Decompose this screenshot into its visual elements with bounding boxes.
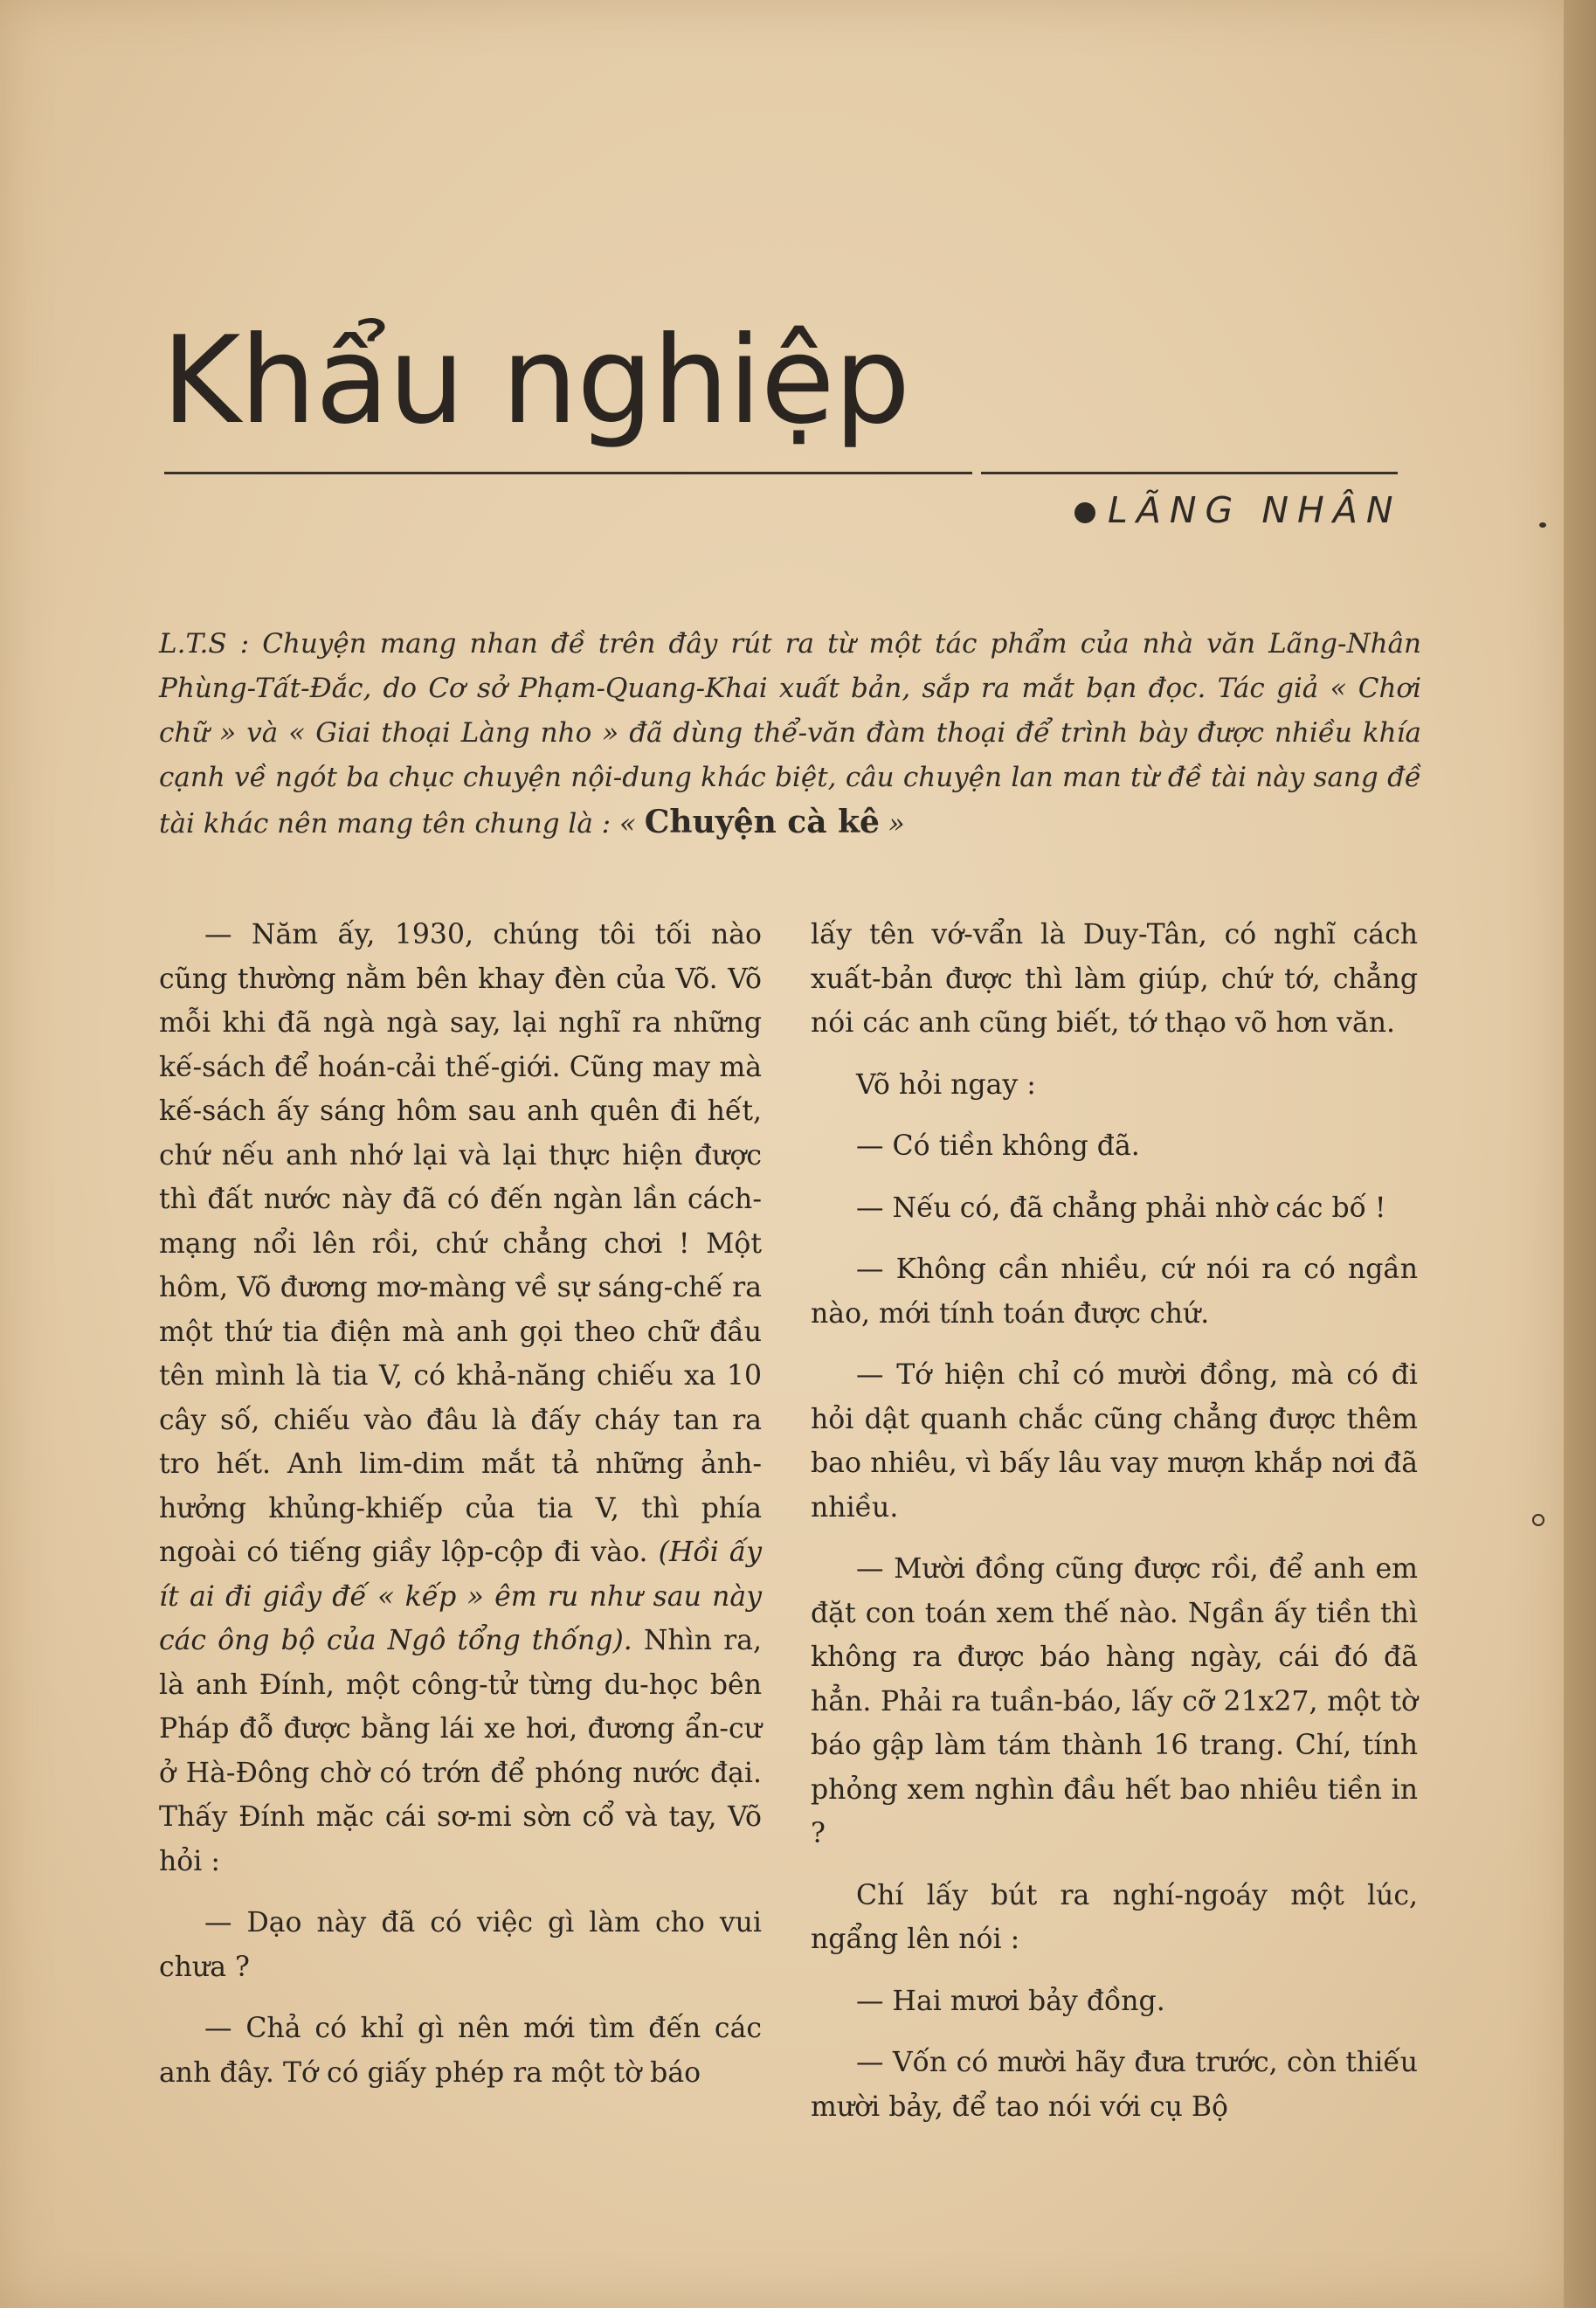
page-edge [1564,0,1596,2308]
article-title: Khẩu nghiệp [162,310,910,451]
paragraph: lấy tên vớ-vẩn là Duy-Tân, có nghĩ cách xuất-bản được thì làm giúp, chứ tớ, chẳng nói các anh cũng biết, tớ thạo võ hơn văn. [811,919,1418,1039]
paragraph: — Tớ hiện chỉ có mười đồng, mà có đi hỏi dật quanh chắc cũng chẳng được thêm bao nhiêu, vì bấy lâu vay mượn khắp nơi đã nhiều. [811,1359,1418,1524]
editor-note [159,622,1421,846]
paragraph: — Mười đồng cũng được rồi, để anh em đặt con toán xem thế nào. Ngần ấy tiền thì không ra được báo hàng ngày, cái đó đã hẳn. Phải ra tuần-báo, lấy cỡ 21x27, một tờ báo gập làm tám thành 16 trang. Chí, tính phỏng xem nghìn đầu hết bao nhiêu tiền in ? [811,1553,1418,1849]
title-rule-left [164,472,972,474]
paragraph: — Hai mươi bảy đồng. [856,1985,1165,2017]
paper-speck [1532,1514,1544,1526]
editor-note-close: » [888,808,905,840]
paragraph: — Nếu có, đã chẳng phải nhờ các bố ! [856,1192,1386,1224]
title-rule-right [981,472,1398,474]
right-column [811,913,1418,2129]
author-byline [1074,489,1406,531]
editor-note-text: L.T.S : Chuyện mang nhan đề trên đây rút ra từ một tác phẩm của nhà văn Lãng-Nhân Phùng-Tất-Đắc, do Cơ sở Phạm-Quang-Khai xuất bản, sắp ra mắt bạn đọc. Tác giả « Chơi chữ » và « Giai thoại Làng nho » đã dùng thể-văn đàm thoại để trình bày được nhiều khía cạnh về ngót ba chục chuyện nội-dung khác biệt, câu chuyện lan man từ đề tài này sang đề tài khác nên mang tên chung là : « [159,628,1421,840]
paragraph: — Không cần nhiều, cứ nói ra có ngần nào, mới tính toán được chứ. [811,1254,1418,1330]
paragraph-aside: (Hồi ấy ít ai đi giầy đế « kếp » êm ru như sau này các ông bộ của Ngô tổng thống). [159,1537,763,1656]
paper-speck [1539,522,1546,528]
paragraph-text: Nhìn ra, là anh Đính, một công-tử từng du-học bên Pháp đỗ được bằng lái xe hơi, đương ẩn-cư ở Hà-Đông chờ có trớn để phóng nước đại. Thấy Đính mặc cái sơ-mi sờn cổ và tay, Võ hỏi : [159,1625,762,1877]
paragraph: Chí lấy bút ra nghí-ngoáy một lúc, ngẩng lên nói : [811,1879,1418,1955]
paragraph: — Chả có khỉ gì nên mới tìm đến các anh đây. Tớ có giấy phép ra một tờ báo [159,2013,762,2089]
paragraph: — Vốn có mười hãy đưa trước, còn thiếu mười bảy, để tao nói với cụ Bộ [811,2047,1418,2123]
paragraph: — Có tiền không đã. [856,1130,1140,1162]
left-column [159,913,762,2095]
paragraph-text: — Năm ấy, 1930, chúng tôi tối nào cũng thường nằm bên khay đèn của Võ. Võ mỗi khi đã ngà ngà say, lại nghĩ ra những kế-sách để hoán-cải thế-giới. Cũng may mà kế-sách ấy sáng hôm sau anh quên đi hết, chứ nếu anh nhớ lại và lại thực hiện được thì đất nước này đã có đến ngàn lần cách-mạng nổi lên rồi, chứ chẳng chơi ! Một hôm, Võ đương mơ-màng về sự sáng-chế ra một thứ tia điện mà anh gọi theo chữ đầu tên mình là tia V, có khả-năng chiếu xa 10 cây số, chiếu vào đâu là đấy cháy tan ra tro hết. Anh lim-dim mắt tả những ảnh-hưởng khủng-khiếp của tia V, thì phía ngoài có tiếng giầy lộp-cộp đi vào. [159,919,762,1568]
paragraph: — Dạo này đã có việc gì làm cho vui chưa ? [159,1907,762,1983]
paragraph: Võ hỏi ngay : [856,1068,1036,1101]
author-name: LÃNG NHÂN [1108,489,1402,531]
book-title: Chuyện cà kê [644,804,880,840]
paragraph [159,913,762,1883]
bullet-icon [1074,502,1095,523]
